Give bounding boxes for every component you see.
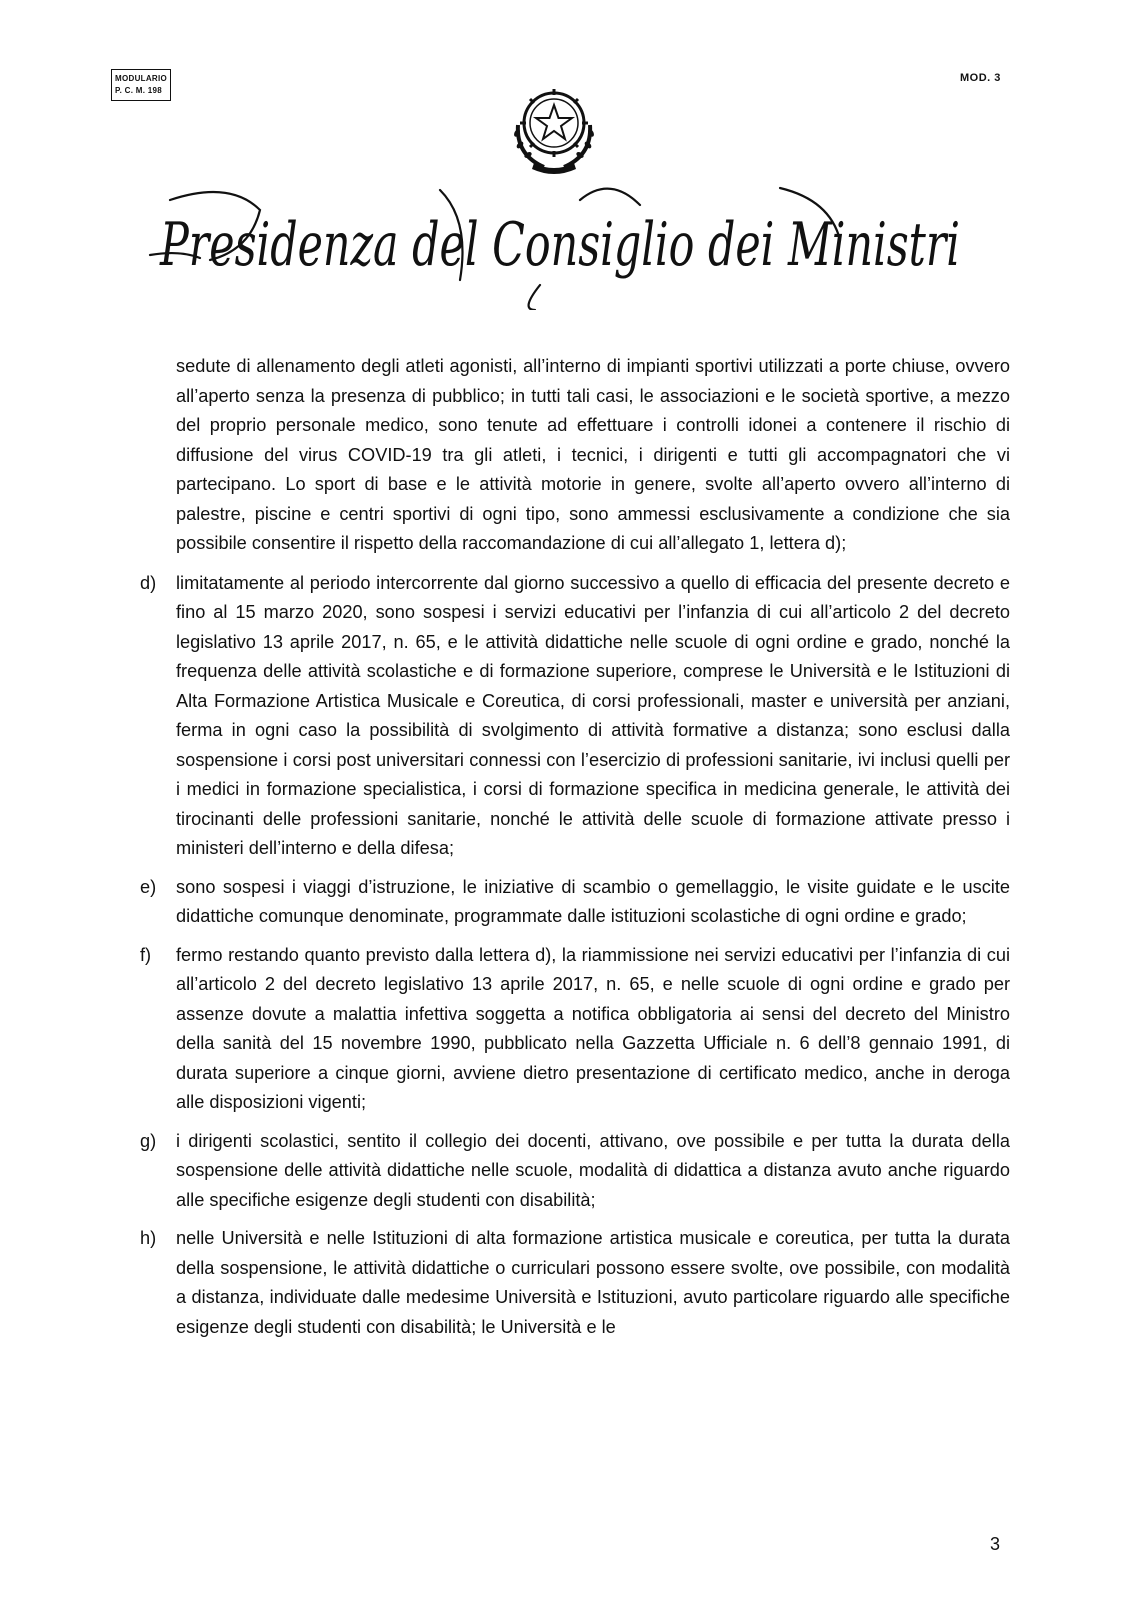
document-body	[140, 352, 1010, 1351]
list-item-d	[140, 569, 1010, 864]
italian-republic-emblem-icon	[504, 75, 604, 175]
item-text: fermo restando quanto previsto dalla lettera d), la riammissione nei servizi educativi per l’infanzia di cui all’articolo 2 del decreto legislativo 13 aprile 2017, n. 65, e nelle scuole di ogni ordine e grado per assenze dovute a malattia infettiva soggetta a notifica obbligatoria ai sensi del decreto del Ministro della sanità del 15 novembre 1990, pubblicato nella Gazzetta Ufficiale n. 6 dell’8 gennaio 1991, di durata superiore a cinque giorni, avviene dietro presentazione di certificato medico, anche in deroga alle disposizioni vigenti;	[176, 944, 1010, 1112]
item-letter: e)	[140, 876, 157, 897]
list-item-f	[140, 941, 1010, 1118]
item-text: nelle Università e nelle Istituzioni di alta formazione artistica musicale e coreutica, per tutta la durata della sospensione, le attività didattiche o curriculari possono essere svolte, ove possibile, con modalità a distanza, individuate dalle medesime Università e Istituzioni, avuto particolare riguardo alle specifiche esigenze degli studenti con disabilità; le Università e le	[176, 1228, 1010, 1337]
mod-label: MOD. 3	[960, 72, 1001, 84]
letterhead-text: Presidenza del Consiglio dei Ministri	[159, 210, 960, 280]
item-letter: f)	[140, 944, 152, 965]
item-letter: g)	[140, 1130, 157, 1151]
item-text: limitatamente al periodo intercorrente dal giorno successivo a quello di efficacia del presente decreto e fino al 15 marzo 2020, sono sospesi i servizi educativi per l’infanzia di cui all’articolo 2 del decreto legislativo 13 aprile 2017, n. 65, e le attività didattiche nelle scuole di ogni ordine e grado, nonché la frequenza delle attività scolastiche e di formazione superiore, comprese le Università e le Istituzioni di Alta Formazione Artistica Musicale e Coreutica, di corsi professionali, master e università per anziani, ferma in ogni caso la possibilità di svolgimento di attività formative a distanza; sono esclusi dalla sospensione i corsi post universitari connessi con l’esercizio di professioni sanitarie, ivi inclusi quelli per i medici in formazione specialistica, i corsi di formazione specifica in medicina generale, le attività dei tirocinanti delle professioni sanitarie, nonché le attività delle scuole di formazione attivate presso i ministeri dell’interno e della difesa;	[176, 572, 1010, 858]
item-letter: d)	[140, 572, 157, 593]
list-item-h	[140, 1224, 1010, 1342]
modulario-line-2: P. C. M. 198	[115, 86, 163, 95]
list-item-g	[140, 1127, 1010, 1216]
item-text: sono sospesi i viaggi d’istruzione, le iniziative di scambio o gemellaggio, le visite guidate e le uscite didattiche comunque denominate, programmate dalle istituzioni scolastiche di ogni ordine e grado;	[176, 876, 1010, 926]
list-item-e	[140, 873, 1010, 932]
page-number: 3	[990, 1534, 1001, 1554]
modulario-line-1: MODULARIO	[115, 74, 168, 83]
modulario-stamp	[111, 69, 171, 101]
letterhead-title	[140, 180, 980, 310]
item-text: i dirigenti scolastici, sentito il collegio dei docenti, attivano, ove possibile e per tutta la durata della sospensione delle attività didattiche nelle scuole, modalità di didattica a distanza avuto anche riguardo alle specifiche esigenze degli studenti con disabilità;	[176, 1130, 1010, 1210]
intro-paragraph: sedute di allenamento degli atleti agonisti, all’interno di impianti sportivi utilizzati a porte chiuse, ovvero all’aperto senza la presenza di pubblico; in tutti tali casi, le associazioni e le società sportive, a mezzo del proprio personale medico, sono tenute ad effettuare i controlli idonei a contenere il rischio di diffusione del virus COVID-19 tra gli atleti, i tecnici, i dirigenti e tutti gli accompagnatori che vi partecipano. Lo sport di base e le attività motorie in genere, svolte all’aperto ovvero all’interno di palestre, piscine e centri sportivi di ogni tipo, sono ammessi esclusivamente a condizione che sia possibile consentire il rispetto della raccomandazione di cui all’allegato 1, lettera d);	[176, 356, 1010, 553]
item-letter: h)	[140, 1228, 157, 1248]
